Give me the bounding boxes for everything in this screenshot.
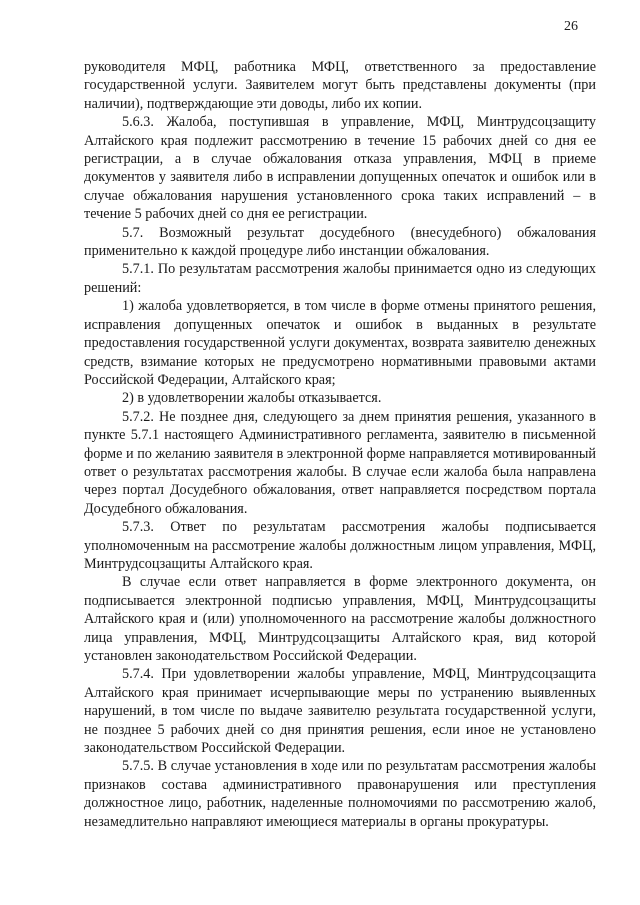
document-body [84, 58, 596, 831]
paragraph-5-6-3: 5.6.3. Жалоба, поступившая в управление, МФЦ, Минтрудсоцзащиту Алтайского края подлежит рассмотрению в течение 15 рабочих дней со дня ее регистрации, а в случае обжалования отказа управления, МФЦ в приеме документов у заявителя либо в исправлении допущенных опечаток и ошибок или в случае обжалования нарушения установленного срока таких исправлений – в течение 5 рабочих дней со дня ее регистрации. [84, 114, 596, 223]
paragraph-5-7-1: 5.7.1. По результатам рассмотрения жалобы принимается одно из следующих решений: [84, 261, 596, 296]
paragraph-electronic-response: В случае если ответ направляется в форме электронного документа, он подписывается электронной подписью управления, МФЦ, Минтрудсоцзащиты Алтайского края и (или) уполномоченного на рассмотрение жалобы должностного лица управления, МФЦ, Минтрудсоцзащиты Алтайского края, вид которой установлен законодательством Российской Федерации. [84, 574, 596, 664]
paragraph-5-7-4: 5.7.4. При удовлетворении жалобы управление, МФЦ, Минтрудсоцзащита Алтайского края принимает исчерпывающие меры по устранению выявленных нарушений, в том числе по выдаче заявителю результата государственной услуги, не позднее 5 рабочих дней со дня принятия решения, если иное не установлено законодательством Российской Федерации. [84, 666, 596, 757]
list-item-2: 2) в удовлетворении жалобы отказывается. [122, 390, 382, 407]
paragraph-continuation: руководителя МФЦ, работника МФЦ, ответственного за предоставление государственной услуги. Заявителем могут быть представлены документы (при наличии), подтверждающие эти доводы, либо их копии. [84, 59, 596, 112]
paragraph-5-7: 5.7. Возможный результат досудебного (внесудебного) обжалования применительно к каждой процедуре либо инстанции обжалования. [84, 224, 596, 260]
list-item-1: 1) жалоба удовлетворяется, в том числе в форме отмены принятого решения, исправления допущенных опечаток и ошибок в выданных в результате предоставления государственной услуги документах, возврата заявителю денежных средств, взимание которых не предусмотрено нормативными правовыми актами Российской Федерации, Алтайского края; [84, 298, 596, 388]
paragraph-5-7-5: 5.7.5. В случае установления в ходе или по результатам рассмотрения жалобы признаков состава административного правонарушения или преступления должностное лицо, работник, наделенные полномочиями по рассмотрению жалоб, незамедлительно направляют имеющиеся материалы в органы прокуратуры. [84, 758, 596, 830]
page-number: 26 [564, 19, 578, 34]
paragraph-5-7-3: 5.7.3. Ответ по результатам рассмотрения жалобы подписывается уполномоченным на рассмотрение жалобы должностным лицом управления, МФЦ, Минтрудсоцзащиты Алтайского края. [84, 519, 596, 572]
paragraph-5-7-2: 5.7.2. Не позднее дня, следующего за днем принятия решения, указанного в пункте 5.7.1 настоящего Административного регламента, заявителю в письменной форме и по желанию заявителя в электронной форме направляется мотивированный ответ о результатах рассмотрения жалобы. В случае если жалоба была направлена через портал Досудебного обжалования, ответ направляется посредством портала Досудебного обжалования. [84, 408, 596, 517]
